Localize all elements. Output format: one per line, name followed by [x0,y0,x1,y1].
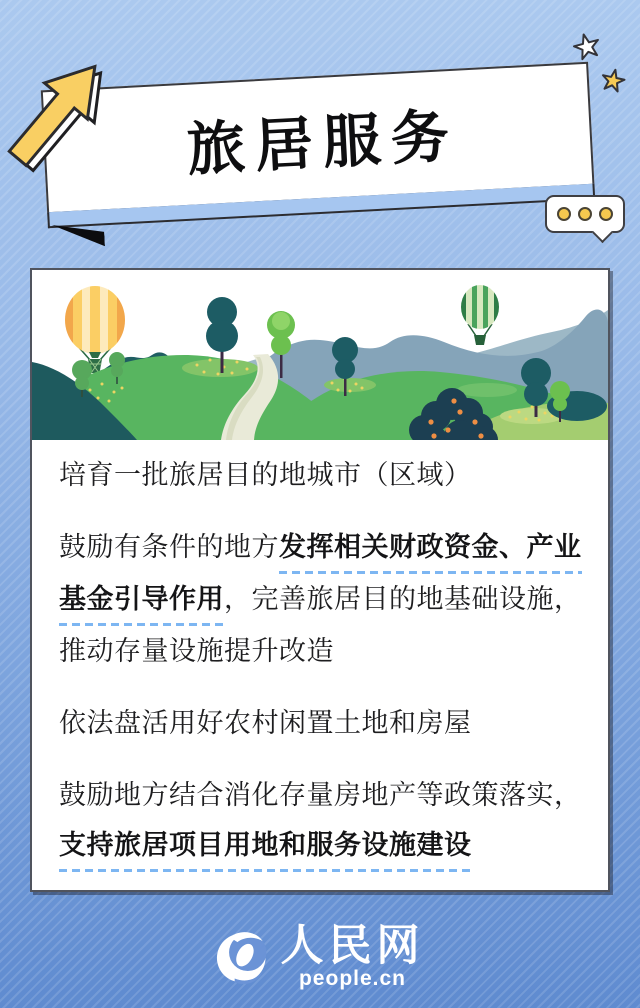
body-text: 培育一批旅居目的地城市（区域） [59,460,472,490]
body-text: 鼓励地方结合消化存量房地产等政策落实， [59,780,582,810]
body-text: 推动存量设施提升改造 [59,636,334,666]
logo-domain: people.cn [298,966,407,990]
paragraph [59,450,581,500]
bubble-dot [557,207,571,221]
text-line [59,820,581,872]
body-text: 鼓励有条件的地方 [59,532,279,562]
arrow-up-right-icon [0,44,130,214]
people-cn-logo-icon [216,927,272,987]
text-line [59,522,581,574]
star-white-icon [570,30,604,64]
landscape-illustration [32,270,608,440]
star-yellow-icon [598,66,628,96]
logo-chinese-name: 人民网 [280,921,425,970]
content-card [30,268,610,892]
bubble-dot [578,207,592,221]
highlighted-text: 基金引导作用 [59,574,224,626]
card-text [59,450,581,894]
text-line [59,626,581,676]
arrow-body [0,49,116,177]
bubble-dot [599,207,613,221]
footer [0,905,640,1008]
speech-bubble-dots-icon [545,195,625,233]
paragraph [59,698,581,748]
paragraph [59,770,581,872]
body-text: ，完善旅居目的地基础设施， [224,584,582,614]
text-line [59,450,581,500]
paragraph [59,522,581,676]
page-title: 旅居服务 [185,103,461,183]
bubble-tail [592,222,613,243]
highlighted-text: 发挥相关财政资金、产业 [279,522,582,574]
text-line [59,770,581,820]
text-line [59,698,581,748]
highlighted-text: 支持旅居项目用地和服务设施建设 [59,820,472,872]
text-line [59,574,581,626]
body-text: 依法盘活用好农村闲置土地和房屋 [59,708,472,738]
footer-texts [281,923,425,991]
